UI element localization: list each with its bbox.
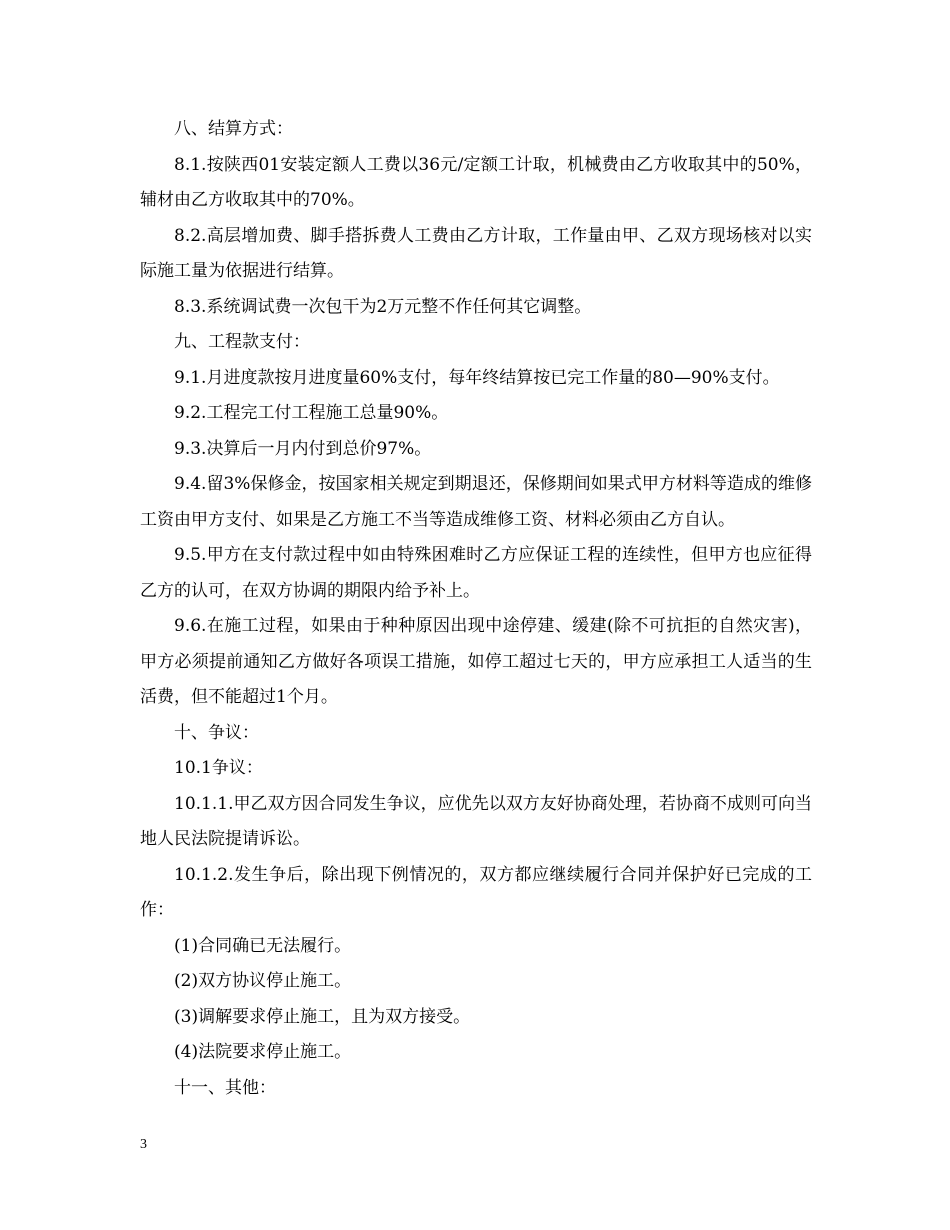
- clause-paragraph: 9.3.决算后一月内付到总价97%。: [174, 438, 432, 459]
- list-item: (2)双方协议停止施工。: [174, 971, 352, 991]
- clause-paragraph: 10.1.2.发生争后，除出现下例情况的，双方都应继续履行合同并保护好已完成的工作：: [140, 864, 812, 920]
- clause-paragraph: 9.2.工程完工付工程施工总量90%。: [174, 403, 449, 423]
- list-item: (1)合同确已无法履行。: [174, 935, 352, 956]
- section-heading: 十一、其他：: [174, 1077, 276, 1098]
- section-heading: 九、工程款支付：: [174, 332, 310, 352]
- section-heading: 八、结算方式：: [174, 119, 293, 139]
- page-number: 3: [140, 1137, 147, 1152]
- clause-paragraph: 8.1.按陕西01安装定额人工费以36元/定额工计取，机械费由乙方收取其中的50%，辅材由乙方收取其中的70%。: [140, 154, 812, 210]
- clause-paragraph: 9.6.在施工过程，如果由于种种原因出现中途停建、缓建(除不可抗拒的自然灾害)，甲方必须提前通知乙方做好各项误工措施，如停工超过七天的，甲方应承担工人适当的生活费，但不能超过1个月。: [140, 616, 812, 707]
- clause-paragraph: 8.2.高层增加费、脚手搭拆费人工费由乙方计取，工作量由甲、乙双方现场核对以实际施工量为依据进行结算。: [140, 225, 812, 281]
- clause-paragraph: 9.5.甲方在支付款过程中如由特殊困难时乙方应保证工程的连续性，但甲方也应征得乙方的认可，在双方协调的期限内给予补上。: [140, 545, 812, 601]
- subsection-heading: 10.1争议：: [174, 758, 263, 778]
- document-body: [140, 112, 812, 1106]
- list-item: (3)调解要求停止施工，且为双方接受。: [174, 1006, 471, 1027]
- clause-paragraph: 9.4.留3%保修金，按国家相关规定到期退还，保修期间如果式甲方材料等造成的维修工资由甲方支付、如果是乙方施工不当等造成维修工资、材料必须由乙方自认。: [140, 474, 812, 530]
- clause-paragraph: 10.1.1.甲乙双方因合同发生争议，应优先以双方友好协商处理，若协商不成则可向当地人民法院提请诉讼。: [140, 793, 812, 849]
- section-heading: 十、争议：: [174, 722, 259, 743]
- list-item: (4)法院要求停止施工。: [174, 1042, 352, 1062]
- clause-paragraph: 9.1.月进度款按月进度量60%支付，每年终结算按已完工作量的80—90%支付。: [174, 367, 780, 388]
- clause-paragraph: 8.3.系统调试费一次包干为2万元整不作任何其它调整。: [174, 296, 592, 317]
